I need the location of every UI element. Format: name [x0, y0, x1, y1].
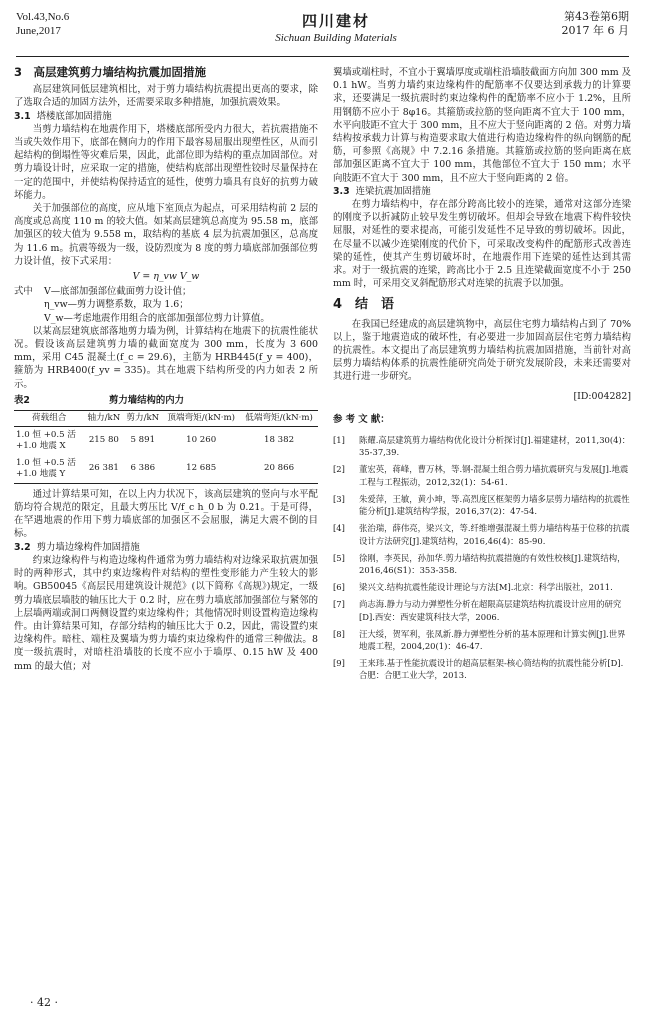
- row-label-line: 1.0 恒 +0.5 活: [16, 457, 76, 468]
- header-right: [562, 10, 629, 38]
- issue-number: 第43卷第6期: [564, 10, 629, 23]
- reference-text: 陈耀.高层建筑剪力墙结构优化设计分析探讨[J].福建建材，2011,30(4)：35-37,39.: [359, 435, 631, 458]
- paragraph: 约束边缘构件与构造边缘构件通常为剪力墙结构对边缘采取抗震加强时的两种形式，其中约束边缘构件对结构的塑性变形能力产生较大的影响。GB50045《高层民用建筑设计规范》(以下简称《高规》)规定，一级剪力墙底层墙肢的轴压比大于 0.2 时，应在剪力墙底部加强部位与紧邻的上层墙两端或洞口两侧设置约束边缘构件；其他情况时则设置构造边缘构件。由计算结果可知，存部分结构的轴压比大于 0.2，因此，需设置约束边缘构件。暗柱、端柱及翼墙为剪力墙约束边缘构件的通常三种做法。8 度一级抗震时，对暗柱沿墙肢的长度不应小于墙厚、0.15 hW 及 400 mm 的最大值；对: [14, 554, 318, 672]
- row-label-line: 1.0 恒 +0.5 活: [16, 429, 76, 440]
- reference-text: 汪大绥，贺军利，张凤新.静力弹塑性分析的基本原理和计算实例[J].世界地震工程，2004,20(1)：46-47.: [359, 628, 626, 651]
- reference-number: [6]: [333, 582, 345, 593]
- table-cell: 215 80: [88, 435, 119, 446]
- subsection-number: 3.1: [14, 110, 31, 122]
- journal-name-en: Sichuan Building Materials: [275, 32, 397, 44]
- reference-number: [3]: [333, 493, 345, 504]
- reference-text: 王来玮.基于性能抗震设计的超高层框架-核心筒结构的抗震性能分析[D].合肥：合肥工业大学，2013.: [359, 658, 624, 681]
- reference-item: [333, 522, 631, 546]
- journal-name-cn: 四川建材: [301, 12, 370, 30]
- left-column: [14, 66, 318, 673]
- paragraph-continued: 翼墙或端柱时，不宜小于翼墙厚度或端柱沿墙肢截面方向加 300 mm 及 0.1 hW。当剪力墙约束边缘构件的配筋率不仅要达到承载力的计算要求，还要满足一级抗震时约束边缘构件的配筋率不应小于 1.2%，且所用钢筋不应小于 8φ16。其箍筋或拉筋的竖向距离不宜大于 100 mm，水平向肢距不宜大于 300 mm，且不应大于竖向距离的 2 倍。对剪力墙结构按承载力计算与构造要求取大值进行构造边缘构件的纵向钢筋的配筋，可参照《高规》中 7.2.16 条措施。其箍筋或拉筋的竖向距离在底部加强区距离不宜大于 100 mm，其他部位不宜大于 150 mm；水平向肢距不宜大于 300 mm，且不应大于竖向距离的 2 倍。: [333, 67, 631, 184]
- page-number: · 42 ·: [30, 996, 58, 1009]
- reference-item: [333, 657, 631, 681]
- reference-item: [333, 463, 631, 487]
- reference-number: [4]: [333, 523, 345, 534]
- reference-item: [333, 434, 631, 458]
- reference-number: [5]: [333, 552, 345, 563]
- reference-item: [333, 598, 631, 622]
- section-3-title: 3 高层建筑剪力墙结构抗震加固措施: [14, 65, 206, 79]
- table-cell: 18 382: [264, 435, 295, 446]
- paragraph: 关于加强部位的高度，应从地下室顶点为起点，可采用结构前 2 层的高度或总高度 110 m 的较大值。如某高层建筑总高度为 95.58 m，底部加强区的较大值为 9.558 m，取结构的基底 4 层为抗震加强区，总高度为 11.6 m。抗震等级为一级，设防烈度为 8 度的剪力墙底部加强部位剪力设计值，按下式采用：: [14, 203, 318, 267]
- table-cell-load-combo: [14, 426, 84, 455]
- reference-item: [333, 552, 631, 576]
- where-item: V—底部加强部位截面剪力设计值；: [44, 286, 192, 298]
- table-header-cell: 轴力/kN: [84, 410, 123, 426]
- journal-logo: [216, 10, 456, 44]
- reference-item: [333, 628, 631, 652]
- formula-legend: [14, 285, 318, 298]
- row-label-line: +1.0 地震 Y: [16, 468, 66, 479]
- reference-item: [333, 581, 631, 593]
- table-header-cell: 剪力/kN: [123, 410, 162, 426]
- paragraph: 通过计算结果可知，在以上内力状况下，该高层建筑的竖向与水平配筋均符合规范的限定，且最大剪压比 V/f_c h_0 b 为 0.21。于是可得，在罕遇地震的作用下剪力墙底部的加强区不会屈服，满足大震不倒的目标。: [14, 488, 318, 540]
- table-header-cell: 顶端弯矩/(kN·m): [162, 410, 240, 426]
- table-row: [14, 426, 318, 455]
- table-cell: 10 260: [186, 435, 217, 446]
- table-cell: 12 685: [162, 455, 240, 484]
- reference-text: 董宏英，蒋峰，曹万林，等.钢-混凝土组合剪力墙抗震研究与发展[J].地震工程与工程振动，2012,32(1)：54-61.: [359, 464, 629, 487]
- journal-date: June,2017: [16, 25, 61, 37]
- document-id: [ID:004282]: [573, 390, 631, 402]
- row-label-line: +1.0 地震 X: [16, 440, 66, 451]
- reference-number: [8]: [333, 628, 345, 639]
- subsection-3-2-heading: [14, 541, 318, 554]
- where-lead: 式中: [14, 286, 33, 298]
- table-caption: [14, 394, 318, 408]
- paragraph: 当剪力墙结构在地震作用下，塔楼底部所受内力很大，若抗震措施不当或失效作用下，底部在侧向力的作用下最容易屈服出现塑性区，从而引起结构的倒塌性等灾难后果，因此，此部位即为结构的重点加固部位。对剪力墙设计时，应采取一定的措施，使结构底部出现塑性铰时尽量保持在一定的范围中，并使结构保持适宜的延性，使剪力墙具有良好的抗剪力破坏能力。: [14, 123, 318, 201]
- references-heading: 参 考 文 献：: [333, 413, 390, 425]
- reference-number: [9]: [333, 658, 345, 669]
- paragraph: 在我国已经建成的高层建筑物中，高层住宅剪力墙结构占到了 70% 以上，鉴于地震造成的破坏性，有必要进一步加固高层住宅剪力墙结构的抗震性。本文提出了高层建筑剪力墙结构抗震加固措施，当前针对高层剪力墙结构体系的抗震性能研究尚处于研究发展阶段，未来还需要对其进行进一步研究。: [333, 318, 631, 383]
- table-cell-load-combo: [14, 455, 84, 484]
- section-4-title: 4 结 语: [333, 297, 395, 313]
- subsection-3-1-heading: [14, 110, 318, 123]
- where-item: η_vw—剪力调整系数，取为 1.6；: [44, 299, 189, 311]
- paragraph: 以某高层建筑底部落地剪力墙为例，计算结构在地震下的抗震性能状况。假设该高层建筑剪力墙的截面宽度为 300 mm，长度为 3 600 mm，采用 C45 混凝土(f_c = 29.6)，主筋为 HRB445(f_y = 400)，箍筋为 HRB400(f_yv = 335)。其在地震下结构所受的内力如表 2 所示。: [14, 325, 318, 390]
- subsection-title: 塔楼底部加固措施: [36, 110, 112, 122]
- table-cell: 6 386: [123, 455, 162, 484]
- subsection-number: 3.3: [333, 185, 350, 197]
- reference-text: 朱爱萍，王敏，黄小坤，等.高烈度区框架剪力墙多层剪力墙结构的抗震性能分析[J].建筑结构学报，2016,37(2)：47-54.: [359, 493, 630, 517]
- paragraph: 在剪力墙结构中，存在部分跨高比较小的连梁，通常对这部分连梁的刚度予以折减防止较早发生剪切破坏。但却会导致在地震下构件较快屈服，对延性的要求提高，可能引发延性不足导致的剪切破坏。因此，在尽量不以减少连梁刚度的代价下，可采取改变构件的配筋形式改善连梁的延性，使其产生剪切破坏时，在地震作用下连梁的延性达到其需求。对于一级抗震的连梁，跨高比小于 2.5 且连梁截面宽度不小于 250 mm 时，可采用交叉斜配筋形式对连梁的抗震予以加强。: [333, 199, 631, 290]
- section-3-intro: 高层建筑同低层建筑相比，对于剪力墙结构抗震提出更高的要求，除了选取合适的加固方法外，还需要采取多种措施，加强抗震效果。: [14, 84, 318, 109]
- reference-list: [333, 434, 631, 681]
- formula: V = η_vw V_w: [132, 271, 200, 283]
- subsection-title: 连梁抗震加固措施: [355, 185, 431, 197]
- reference-text: 梁兴文.结构抗震性能设计理论与方法[M].北京：科学出版社，2011.: [359, 582, 613, 593]
- reference-item: [333, 493, 631, 517]
- where-item: V_w—考虑地震作用组合的底部加强部位剪力计算值。: [44, 312, 270, 324]
- table-header-cell: 荷载组合: [14, 410, 84, 426]
- table-cell: 5 891: [130, 435, 156, 446]
- subsection-number: 3.2: [14, 541, 31, 553]
- issue-date: 2017 年 6 月: [561, 24, 629, 37]
- table-header-cell: 低端弯矩/(kN·m): [240, 410, 318, 426]
- table-cell: 20 866: [240, 455, 318, 484]
- reference-number: [1]: [333, 435, 345, 446]
- reference-text: 尚志海.静力与动力弹塑性分析在超限高层建筑结构抗震设计应用的研究[D].西安：西安建筑科技大学，2006.: [359, 599, 622, 622]
- table-row: [14, 455, 318, 484]
- table-title: 剪力墙结构的内力: [109, 394, 185, 406]
- reference-text: 徐刚，李英民，孙加华.剪力墙结构抗震措施的有效性校核[J].建筑结构，2016,46(S1)：353-358.: [359, 552, 626, 575]
- page-header: [16, 10, 629, 57]
- subsection-title: 剪力墙边缘构件加固措施: [36, 541, 140, 553]
- subsection-3-3-heading: [333, 185, 631, 198]
- table-header-row: [14, 410, 318, 426]
- header-left: [16, 10, 69, 38]
- reference-text: 张治瑞，薛伟亮，梁兴文，等.纤维增强混凝土剪力墙结构基于位移的抗震设计方法研究[J].建筑结构，2016,46(4)：85-90.: [359, 523, 630, 546]
- right-column: [333, 66, 631, 687]
- journal-volume: Vol.43,No.6: [16, 11, 70, 23]
- reference-number: [7]: [333, 599, 345, 610]
- reference-number: [2]: [333, 464, 345, 475]
- table-number: 表2: [14, 394, 30, 406]
- table-cell: 26 381: [84, 455, 123, 484]
- internal-forces-table: [14, 410, 318, 484]
